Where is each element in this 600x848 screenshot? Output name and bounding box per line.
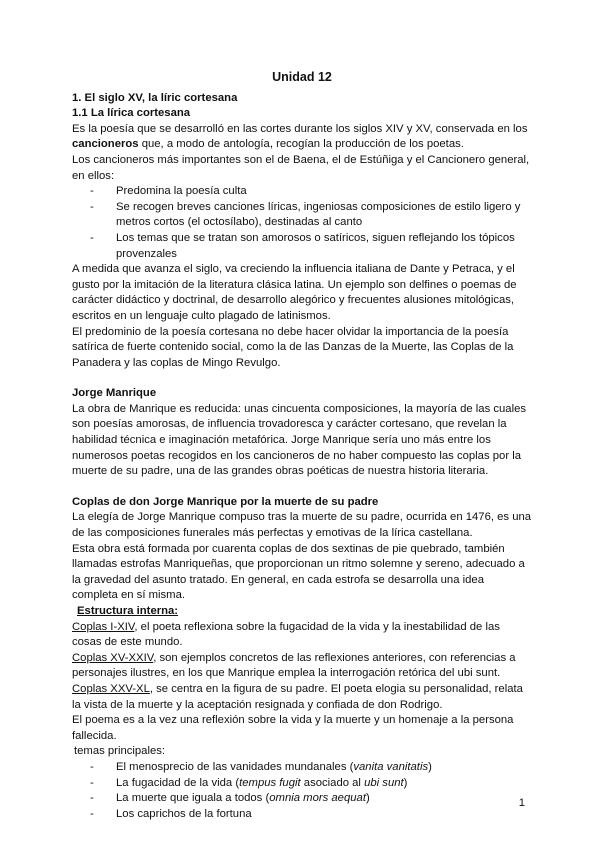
tema-text: Los caprichos de la fortuna [116,807,252,820]
document-page [72,70,532,822]
list-item: - Predomina la poesía culta [72,184,532,200]
tema-end: ) [428,760,432,773]
coplas-label: Coplas XXV-XL [72,682,150,695]
coplas-part-3 [72,682,532,713]
paragraph-elegia: La elegía de Jorge Manrique compuso tras la muerte de su padre, ocurrida en 1476, es una de las composiciones funerales más perfectas y emotivas de la lírica castellana. [72,511,532,540]
page-number: 1 [518,797,525,809]
section-heading-coplas: Coplas de don Jorge Manrique por la muerte de su padre [72,495,379,508]
list-item: - Se recogen breves canciones líricas, ingeniosas composiciones de estilo ligero y metros cortos (el octosílabo), destinadas al canto [72,200,532,231]
tema-text: La muerte que iguala a todos ( [116,792,270,805]
paragraph-manrique: La obra de Manrique es reducida: unas cincuenta composiciones, la mayoría de las cuales son poesías amorosas, de influencia trovadoresca y carácter cortesano, que revelan la habilidad técnica e imaginación metafórica. Jorge Manrique sería uno más entre los numerosos poetas recogidos en los cancioneros de no haber compuesto las coplas por la muerte de su padre, una de las grandes obras poéticas de nuestra historia literaria. [72,402,527,478]
coplas-text: , el poeta reflexiona sobre la fugacidad de la vida y la inestabilidad de las cosas de este mundo. [72,620,500,649]
latin-phrase: vanita vanitatis [353,760,429,773]
list-item [72,791,532,807]
latin-phrase: tempus fugit [239,776,301,789]
paragraph-satire: El predominio de la poesía cortesana no debe hacer olvidar la importancia de la poesía satírica de fuerte contenido social, como la de las Danzas de la Muerte, las Coplas de la Panadera y las coplas de Mingo Revulgo. [72,325,514,369]
list-item [72,760,532,776]
heading-estructura-interna: Estructura interna: [77,605,179,617]
list-item [72,776,532,792]
temas-label: temas principales: [74,745,166,758]
cancioneros-term: cancioneros [72,138,139,151]
paragraph-intro-text: Es la poesía que se desarrolló en las cortes durante los siglos XIV y XV, conservada en los [72,122,528,135]
latin-phrase: ubi sunt [364,776,404,789]
tema-text: La fugacidad de la vida ( [116,776,240,789]
tema-end: ) [403,776,408,789]
list-item: - Los temas que se tratan son amorosos o satíricos, siguen reflejando los tópicos provenzales [72,231,532,262]
coplas-part-2 [72,651,532,682]
coplas-text: , son ejemplos concretos de las reflexiones anteriores, con referencias a personajes ilustres, en los que Manrique emplea la interrogación retórica del ubi sunt. [72,651,516,680]
coplas-label: Coplas XV-XXIV [72,651,154,664]
paragraph-influence: A medida que avanza el siglo, va creciendo la influencia italiana de Dante y Petraca, y el gusto por la imitación de la literatura clásica latina. Un ejemplo son delfines o poemas de carácter didáctico y doctrinal, de desarrollo alegórico y frecuentes alusiones mitológicas, escritos en un lenguaje culto plagado de latinismos. [72,263,517,322]
list-item [72,807,532,823]
tema-mid: asociado al [300,776,365,789]
paragraph-estructura: Esta obra está formada por cuarenta coplas de dos sextinas de pie quebrado, también llamadas estrofas Manriqueñas, que proporcionan un ritmo solemne y sereno, adecuado a la gravedad del asunto tratado. En general, en cada estrofa se desarrolla una idea completa en sí misma. [72,542,525,602]
tema-end: ) [365,792,370,805]
features-list [72,184,532,262]
tema-text: El menosprecio de las vanidades mundanales ( [116,760,354,773]
temas-list [72,760,532,822]
latin-phrase: omnia mors aequat [269,792,366,805]
subsection-heading: 1.1 La lírica cortesana [72,107,191,120]
section-heading-manrique: Jorge Manrique [72,387,157,400]
paragraph-cancioneros: Los cancioneros más importantes son el de Baena, el de Estúñiga y el Cancionero general, en ellos: [72,153,530,182]
section-heading-1: 1. El siglo XV, la líric cortesana [72,91,238,104]
page-title: Unidad 12 [272,70,332,84]
paragraph-intro-rest: que, a modo de antología, recogían la producción de los poetas. [138,138,464,151]
coplas-label: Coplas I-XIV [72,620,135,633]
coplas-part-1 [72,620,532,651]
coplas-text: , se centra en la figura de su padre. El poeta elogia su personalidad, relata la vista de la muerte y la aceptación resignada y confiada de don Rodrigo. [72,682,523,711]
paragraph-homenaje: El poema es a la vez una reflexión sobre la vida y la muerte y un homenaje a la persona fallecida. [72,714,514,742]
paragraph-intro [72,122,532,153]
